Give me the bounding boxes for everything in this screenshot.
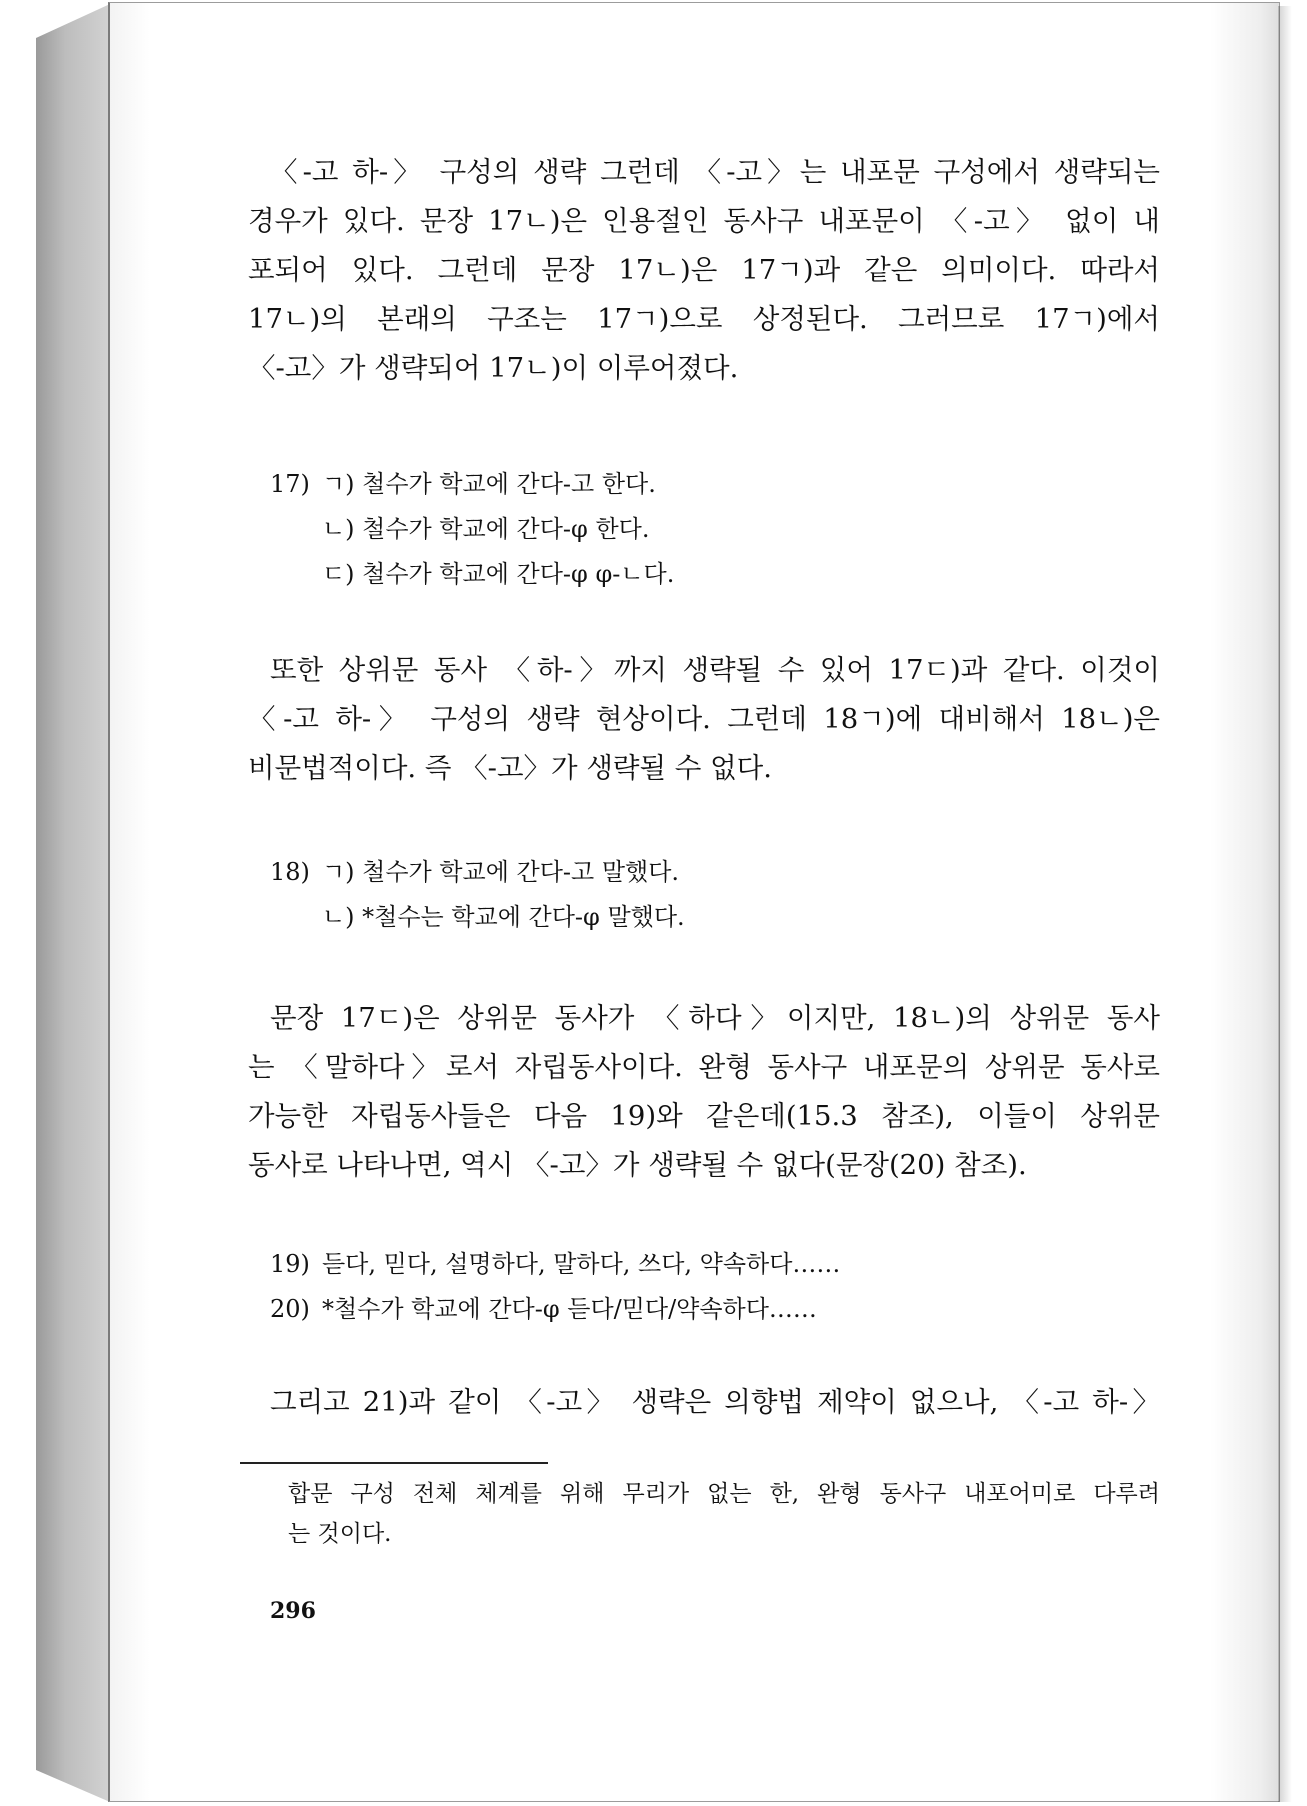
example-number: 19) [270,1250,310,1278]
footnote [288,1474,1160,1554]
page-edge-shadow [1278,6,1292,1802]
text-line: 문장 17ㄷ)은 상위문 동사가 〈하다〉이지만, 18ㄴ)의 상위문 동사 [270,1002,1160,1034]
footnote-divider [240,1462,548,1464]
example-number: 18) [270,858,310,886]
example-number: 17) [270,470,310,498]
text-line: 〈-고〉가 생략되어 17ㄴ)이 이루어졌다. [248,352,739,384]
example-text: 듣다, 믿다, 설명하다, 말하다, 쓰다, 약속하다…… [322,1250,841,1278]
text-line: 17ㄴ)의 본래의 구조는 17ㄱ)으로 상정된다. 그러므로 17ㄱ)에서 [248,303,1160,335]
example-line: ㄷ) 철수가 학교에 간다-φ φ-ㄴ다. [322,560,675,588]
footnote-line: 합문 구성 전체 체계를 위해 무리가 없는 한, 완형 동사구 내포어미로 다루려 [288,1481,1160,1507]
example-line [270,1287,1050,1332]
example-text: *철수가 학교에 간다-φ 듣다/믿다/약속하다…… [322,1295,817,1323]
text-line: 경우가 있다. 문장 17ㄴ)은 인용절인 동사구 내포문이 〈-고〉 없이 내 [248,205,1160,237]
text-line: 가능한 자립동사들은 다음 19)와 같은데(15.3 참조), 이들이 상위문 [248,1100,1160,1132]
paragraph-2 [248,646,1160,793]
text-line: 는 〈말하다〉로서 자립동사이다. 완형 동사구 내포문의 상위문 동사로 [248,1051,1160,1083]
book-spine [36,4,111,1802]
paragraph-3 [248,994,1160,1190]
paragraph-4 [248,1378,1160,1427]
example-line [270,850,970,895]
text-line: 〈-고 하-〉 구성의 생략 현상이다. 그런데 18ㄱ)에 대비해서 18ㄴ)은 [248,703,1160,735]
example-line [270,1242,1050,1287]
example-line [270,462,970,507]
example-line: ㄴ) *철수는 학교에 간다-φ 말했다. [322,903,685,931]
footnote-line: 는 것이다. [288,1521,392,1547]
example-18 [270,850,970,940]
example-number: 20) [270,1295,310,1323]
paragraph-1 [248,148,1160,393]
example-line: ㄴ) 철수가 학교에 간다-φ 한다. [322,515,650,543]
page-number: 296 [270,1598,316,1624]
text-line: 비문법적이다. 즉 〈-고〉가 생략될 수 없다. [248,752,772,784]
example-text: ㄱ) 철수가 학교에 간다-고 한다. [322,470,656,498]
text-line: 〈-고 하-〉 구성의 생략 그런데 〈-고〉는 내포문 구성에서 생략되는 [270,156,1160,188]
example-17 [270,462,970,597]
example-text: ㄱ) 철수가 학교에 간다-고 말했다. [322,858,680,886]
text-line: 또한 상위문 동사 〈하-〉까지 생략될 수 있어 17ㄷ)과 같다. 이것이 [270,654,1160,686]
text-line: 포되어 있다. 그런데 문장 17ㄴ)은 17ㄱ)과 같은 의미이다. 따라서 [248,254,1160,286]
text-line: 그리고 21)과 같이 〈-고〉 생략은 의향법 제약이 없으나, 〈-고 하-〉 [270,1386,1160,1418]
text-line: 동사로 나타나면, 역시 〈-고〉가 생략될 수 없다(문장(20) 참조). [248,1149,1027,1181]
example-19-20 [270,1242,1050,1332]
